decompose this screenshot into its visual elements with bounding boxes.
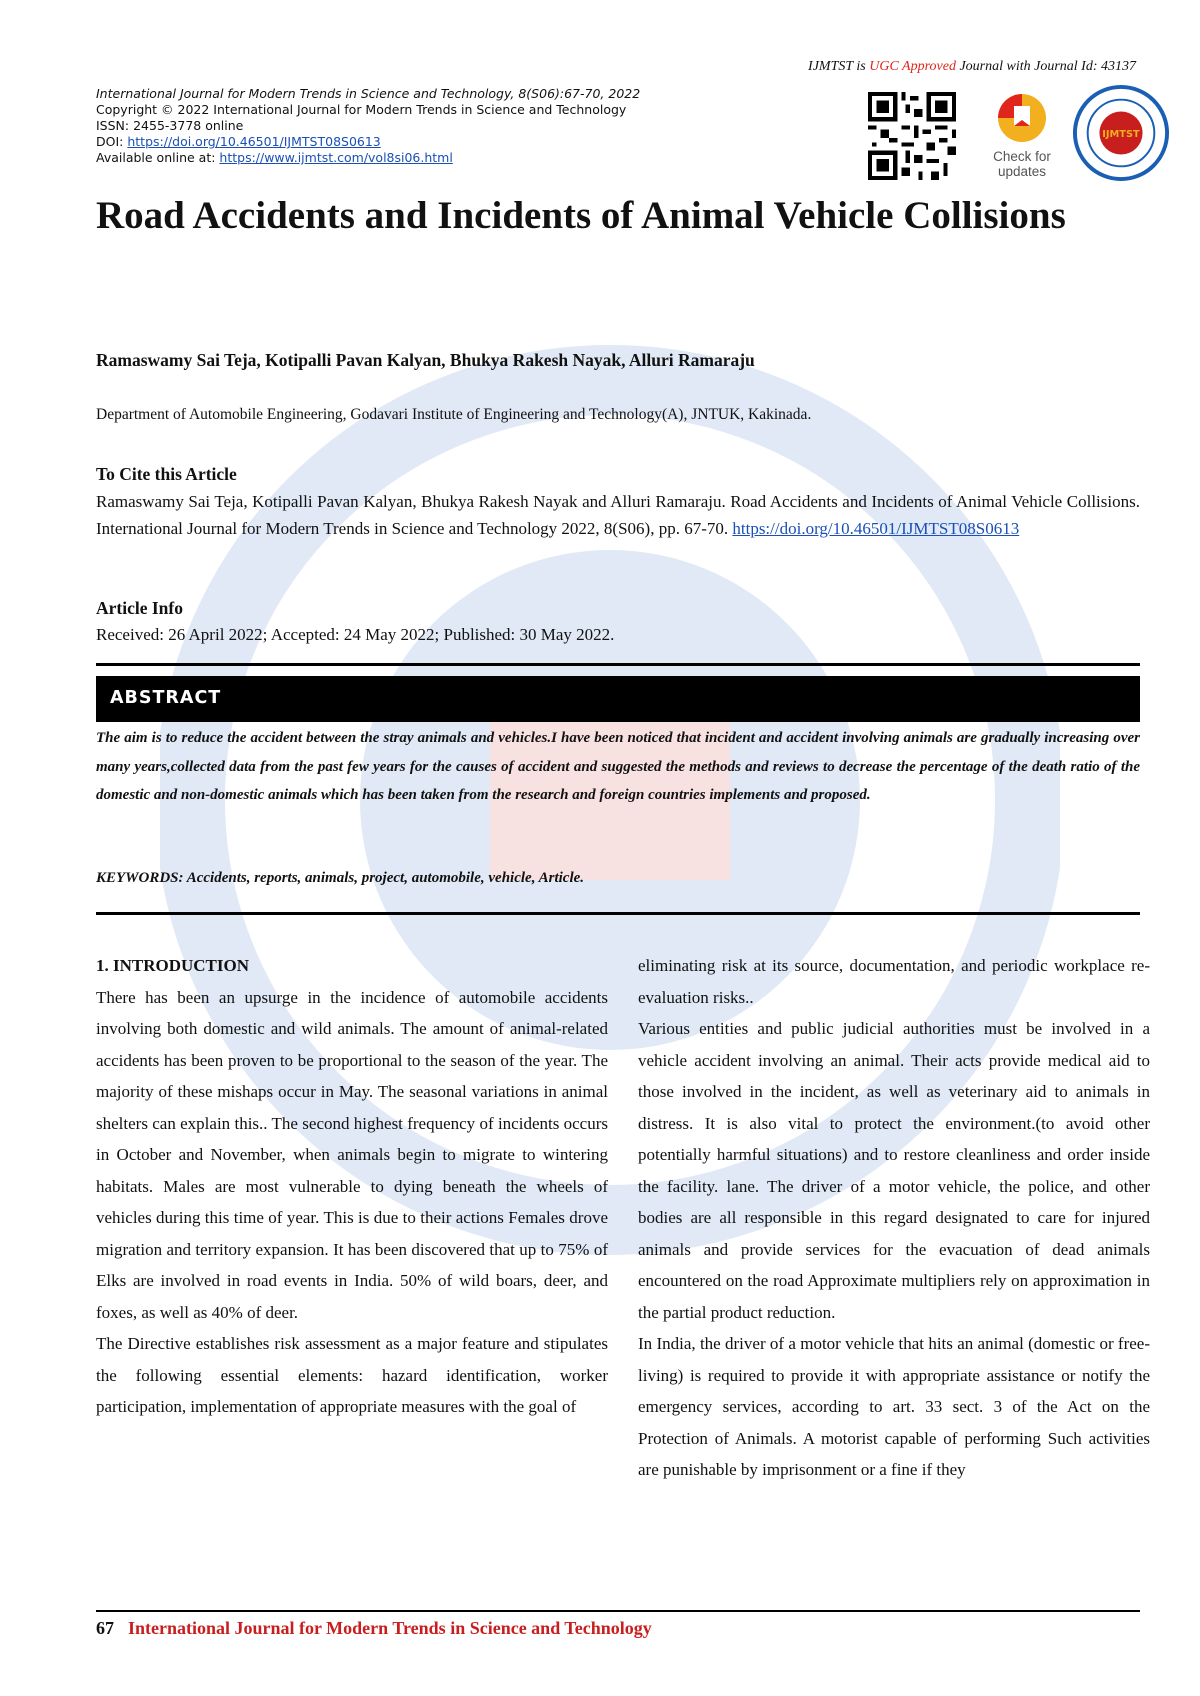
page-footer [96,1618,652,1639]
check-updates-icon [984,92,1060,144]
updates-label: updates [997,164,1047,179]
paragraph: Various entities and public judicial authorities must be involved in a vehicle accident involving an animal. Their acts provide medical aid to those involved in the incident, as well as veterinary aid to animals in distress. It is also vital to protect the environment.(to avoid other potentially harmful situations) and to restore cleanliness and order inside the facility. lane. The driver of a motor vehicle, the police, and other bodies are all responsible in this regard designated to care for injured animals and provide services for the evacuation of dead animals encountered on the road Approximate multipliers rely on approximation in the partial product reduction. [638,1019,1150,1322]
journal-metadata [96,86,640,166]
issn-line: ISSN: 2455-3778 online [96,118,244,133]
article-title: Road Accidents and Incidents of Animal Vehicle Collisions [96,194,1066,237]
article-info-dates: Received: 26 April 2022; Accepted: 24 May 2022; Published: 30 May 2022. [96,625,615,644]
doi-link[interactable]: https://doi.org/10.46501/IJMTST08S0613 [127,134,381,149]
check-label: Check for [993,149,1051,164]
affiliation: Department of Automobile Engineering, Godavari Institute of Engineering and Technology(A), JNTUK, Kakinada. [96,406,812,423]
abstract-text: The aim is to reduce the accident between the stray animals and vehicles.I have been noticed that incident and accident involving animals are gradually increasing over many years,collected data from the past few years for the causes of accident and suggested the methods and reviews to decrease the percentage of the death ratio of the domestic and non-domestic animals which has been taken from the research and foreign countries implements and proposed. [96,730,1140,803]
authors: Ramaswamy Sai Teja, Kotipalli Pavan Kalyan, Bhukya Rakesh Nayak, Alluri Ramaraju [96,350,755,370]
available-online-line: Available online at: https://www.ijmtst.com/vol8si06.html [96,150,453,165]
article-info-heading: Article Info [96,598,183,618]
qr-code-icon[interactable] [868,92,956,180]
citation-line: International Journal for Modern Trends in Science and Technology, 8(S06):67-70, 2022 [96,86,641,101]
doi-line: DOI: https://doi.org/10.46501/IJMTST08S0613 [96,134,381,149]
paragraph: eliminating risk at its source, documentation, and periodic workplace re-evaluation risks.. [638,956,1150,1007]
keywords: KEYWORDS: Accidents, reports, animals, project, automobile, vehicle, Article. [96,870,585,886]
ugc-approval-line: IJMTST is UGC Approved Journal with Journal Id: 43137 [808,59,1136,74]
journal-url-link[interactable]: https://www.ijmtst.com/vol8si06.html [219,150,453,165]
cite-heading: To Cite this Article [96,464,237,484]
abstract-heading-bar [96,676,1140,722]
paragraph: The Directive establishes risk assessment as a major feature and stipulates the following essential elements: hazard identification, worker participation, implementation of appropriate measures with the goal of [96,1334,608,1416]
paragraph: There has been an upsurge in the incidence of automobile accidents involving both domestic and wild animals. The amount of animal-related accidents has been proven to be proportional to the season of the year. The majority of these mishaps occur in May. The seasonal variations in animal shelters can explain this.. The second highest frequency of incidents occurs in October and November, when animals begin to migrate to wintering habitats. Males are most vulnerable to dying beneath the wheels of vehicles during this time of year. This is due to their actions Females drove migration and territory expansion. It has been discovered that up to 75% of Elks are involved in road events in India. 50% of wild boars, deer, and foxes, as well as 40% of deer. [96,987,608,1322]
divider [96,912,1140,915]
footer-journal-name: International Journal for Modern Trends in Science and Technology [128,1618,652,1638]
abstract-heading: ABSTRACT [110,688,222,708]
check-for-updates-badge[interactable] [984,92,1060,178]
divider [96,663,1140,666]
page-number: 67 [96,1618,114,1638]
paragraph: In India, the driver of a motor vehicle that hits an animal (domestic or free-living) is required to provide it with appropriate assistance or notify the emergency services, according to art. 33 sect. 3 of the Act on the Protection of Animals. A motorist capable of performing Such activities are punishable by imprisonment or a fine if they [638,1334,1150,1479]
journal-seal-logo [1072,84,1170,182]
body-column-right [638,950,1150,1486]
footer-rule [96,1610,1140,1612]
copyright-line: Copyright © 2022 International Journal for Modern Trends in Science and Technology [96,102,627,117]
svg-text:IJMTST: IJMTST [1102,128,1140,140]
cite-doi-link[interactable]: https://doi.org/10.46501/IJMTST08S0613 [732,519,1020,538]
ugc-approved-label: UGC Approved [869,59,956,74]
section-heading: 1. INTRODUCTION [96,956,250,975]
body-column-left [96,950,608,1423]
cite-text: Ramaswamy Sai Teja, Kotipalli Pavan Kalyan, Bhukya Rakesh Nayak and Alluri Ramaraju. Road Accidents and Incidents of Animal Vehicle Collisions. International Journal for Modern Trends in Science and Technology 2022, 8(S06), pp. 67-70. https://doi.org/10.46501/IJMTST08S0613 [96,492,1140,538]
